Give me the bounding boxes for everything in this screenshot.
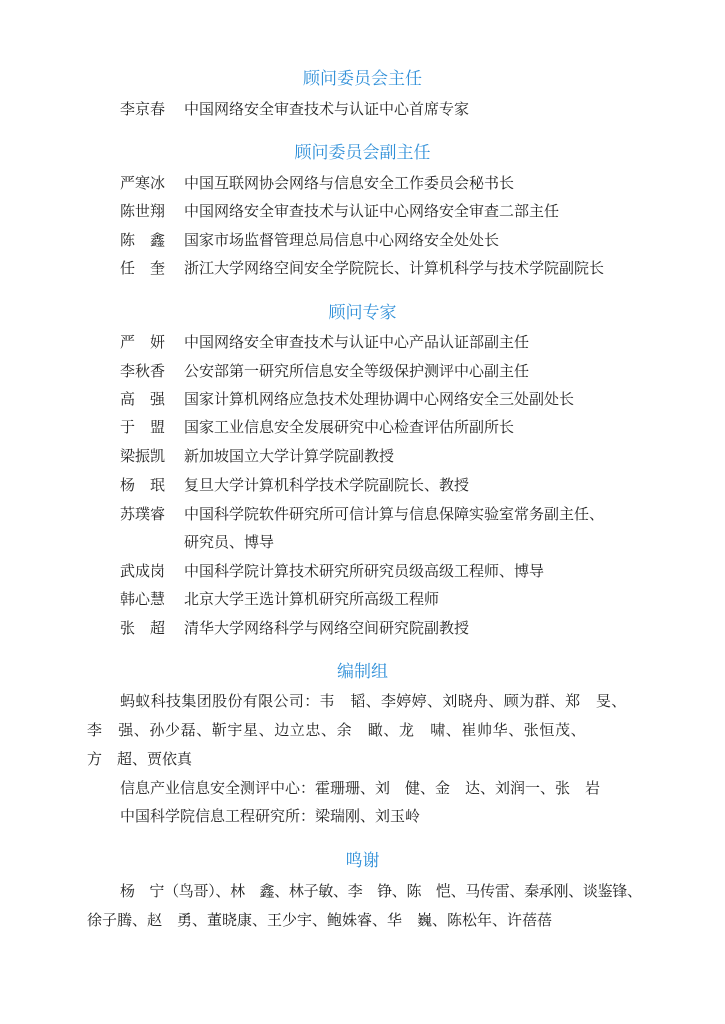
editorial-line: 蚂蚁科技集团股份有限公司：韦 韬、李婷婷、刘晓舟、顾为群、郑 旻、 <box>120 692 627 710</box>
member-name: 任 奎 <box>120 259 166 277</box>
member-org: 国家市场监督管理总局信息中心网络安全处处长 <box>184 231 500 249</box>
member-org: 中国互联网协会网络与信息安全工作委员会秘书长 <box>184 174 515 192</box>
member-org: 中国网络安全审查技术与认证中心首席专家 <box>184 100 470 118</box>
member-name: 李秋香 <box>120 362 166 380</box>
member-org: 国家计算机网络应急技术处理协调中心网络安全三处副处长 <box>184 390 575 408</box>
member-org: 浙江大学网络空间安全学院院长、计算机科学与技术学院副院长 <box>184 259 605 277</box>
member-name: 武成岗 <box>120 562 166 580</box>
member-name: 高 强 <box>120 390 166 408</box>
member-name: 严 妍 <box>120 333 166 351</box>
advisory-vice-chair-heading: 顾问委员会副主任 <box>294 143 431 163</box>
editorial-line: 方 超、贾依真 <box>87 750 193 768</box>
member-name: 梁振凯 <box>120 447 166 465</box>
member-name: 张 超 <box>120 619 166 637</box>
member-org-continuation: 研究员、博导 <box>184 533 275 551</box>
acknowledgement-line: 徐子腾、赵 勇、董晓康、王少宇、鲍姝睿、华 巍、陈松年、许蓓蓓 <box>87 911 553 929</box>
editorial-line: 中国科学院信息工程研究所：梁瑞刚、刘玉岭 <box>120 807 421 825</box>
acknowledgements-heading: 鸣谢 <box>345 851 380 871</box>
member-name: 杨 珉 <box>120 476 166 494</box>
member-name: 苏璞睿 <box>120 505 166 523</box>
member-name: 于 盟 <box>120 418 166 436</box>
member-org: 公安部第一研究所信息安全等级保护测评中心副主任 <box>184 362 530 380</box>
editorial-line: 李 强、孙少磊、靳宇星、边立忠、余 瞰、龙 啸、崔帅华、张恒茂、 <box>87 721 587 739</box>
member-org: 中国科学院软件研究所可信计算与信息保障实验室常务副主任、 <box>184 505 605 523</box>
member-org: 北京大学王选计算机研究所高级工程师 <box>184 590 440 608</box>
member-name: 李京春 <box>120 100 166 118</box>
member-name: 严寒冰 <box>120 174 166 192</box>
member-org: 中国网络安全审查技术与认证中心网络安全审查二部主任 <box>184 202 560 220</box>
acknowledgement-line: 杨 宁（鸟哥）、林 鑫、林子敏、李 铮、陈 恺、马传雷、秦承刚、谈鉴锋、 <box>120 882 642 900</box>
member-name: 陈世翔 <box>120 202 166 220</box>
member-org: 中国网络安全审查技术与认证中心产品认证部副主任 <box>184 333 530 351</box>
member-org: 复旦大学计算机科学技术学院副院长、教授 <box>184 476 470 494</box>
advisory-chair-heading: 顾问委员会主任 <box>303 69 422 89</box>
editorial-line: 信息产业信息安全测评中心：霍珊珊、刘 健、金 达、刘润一、张 岩 <box>120 779 601 797</box>
editorial-group-heading: 编制组 <box>337 662 388 682</box>
member-name: 陈 鑫 <box>120 231 166 249</box>
member-org: 新加坡国立大学计算学院副教授 <box>184 447 395 465</box>
member-org: 国家工业信息安全发展研究中心检查评估所副所长 <box>184 418 515 436</box>
member-name: 韩心慧 <box>120 590 166 608</box>
member-org: 中国科学院计算技术研究所研究员级高级工程师、博导 <box>184 562 545 580</box>
member-org: 清华大学网络科学与网络空间研究院副教授 <box>184 619 470 637</box>
advisory-experts-heading: 顾问专家 <box>328 303 397 323</box>
